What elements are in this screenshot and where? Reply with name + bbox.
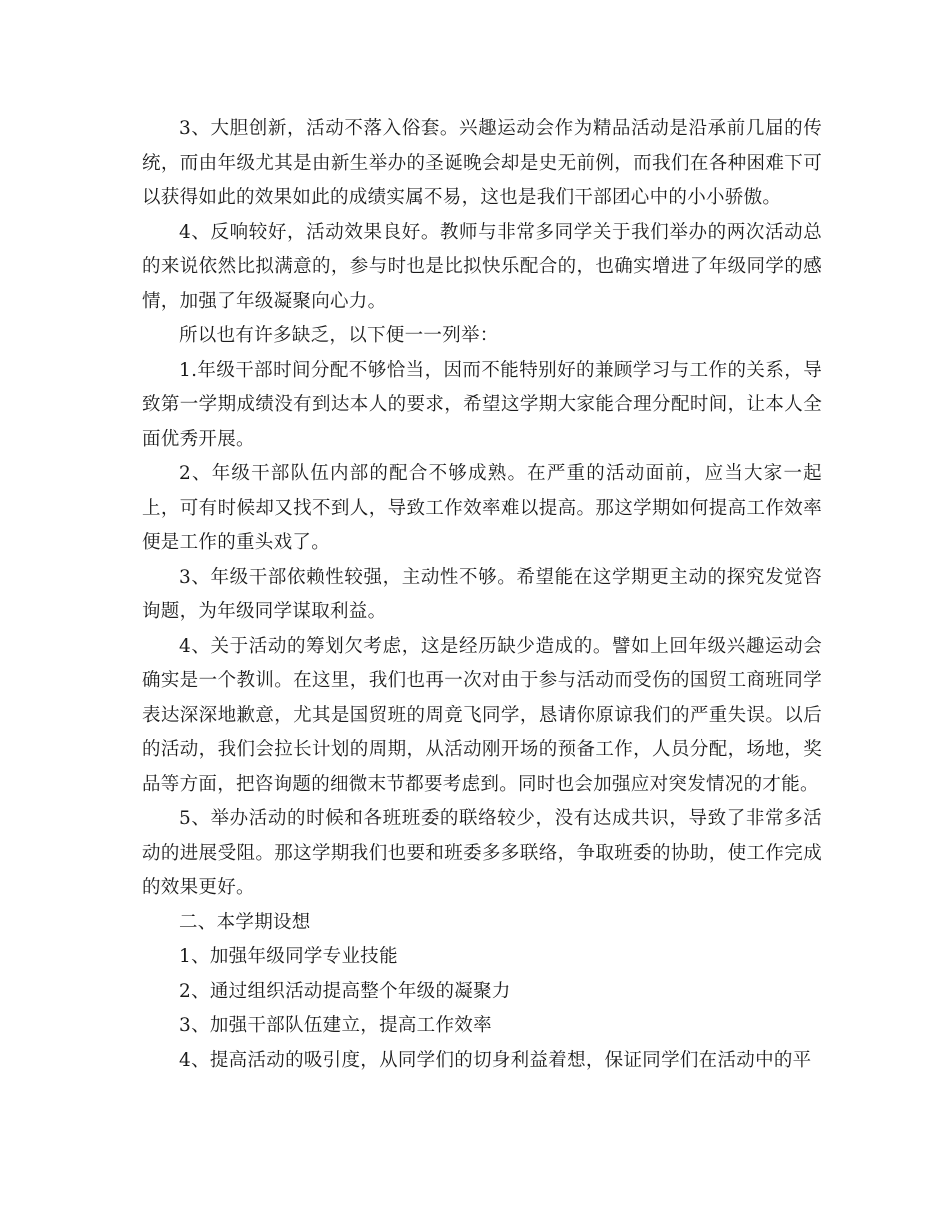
document-body [142,112,822,1078]
paragraph-initiative: 3、年级干部依赖性较强，主动性不够。希望能在这学期更主动的探究发觉咨询题，为年级同学谋取利益。 [142,566,822,622]
list-item-attractiveness: 4、提高活动的吸引度，从同学们的切身利益着想，保证同学们在活动中的平 [179,1049,812,1071]
paragraph-innovation: 3、大胆创新，活动不落入俗套。兴趣运动会作为精品活动是沿承前几届的传统，而由年级尤其是由新生举办的圣诞晚会却是史无前例，而我们在各种困难下可以获得如此的效果如此的成绩实属不易，这也是我们干部团心中的小小骄傲。 [142,118,822,208]
section-heading-plan: 二、本学期设想 [179,911,311,933]
paragraph-feedback: 4、反响较好，活动效果良好。教师与非常多同学关于我们举办的两次活动总的来说依然比拟满意的，参与时也是比拟快乐配合的，也确实增进了年级同学的感情，加强了年级凝聚向心力。 [142,221,822,312]
list-item-team-building: 3、加强干部队伍建立，提高工作效率 [179,1015,492,1036]
list-item-cohesion: 2、通过组织活动提高整个年级的凝聚力 [179,980,511,1002]
paragraph-time-allocation: 1.年级干部时间分配不够恰当，因而不能特别好的兼顾学习与工作的关系，导致第一学期成绩没有到达本人的要求，希望这学期大家能合理分配时间，让本人全面优秀开展。 [142,359,822,450]
paragraph-team-coordination: 2、年级干部队伍内部的配合不够成熟。在严重的活动面前，应当大家一起上，可有时候却又找不到人，导致工作效率难以提高。那这学期如何提高工作效率便是工作的重头戏了。 [142,463,822,553]
paragraph-planning: 4、关于活动的筹划欠考虑，这是经历缺少造成的。譬如上回年级兴趣运动会确实是一个教训。在这里，我们也再一次对由于参与活动而受伤的国贸工商班同学表达深深地歉意，尤其是国贸班的周竟飞同学，恳请你原谅我们的严重失误。以后的活动，我们会拉长计划的周期，从活动刚开场的预备工作，人员分配，场地，奖品等方面，把咨询题的细微末节都要考虑到。同时也会加强应对突发情况的才能。 [142,635,822,795]
list-item-skills: 1、加强年级同学专业技能 [179,946,398,967]
paragraph-shortcomings-intro: 所以也有许多缺乏，以下便一一列举： [179,325,499,346]
paragraph-communication: 5、举办活动的时候和各班班委的联络较少，没有达成共识，导致了非常多活动的进展受阻。那这学期我们也要和班委多多联络，争取班委的协助，使工作完成的效果更好。 [142,808,822,898]
